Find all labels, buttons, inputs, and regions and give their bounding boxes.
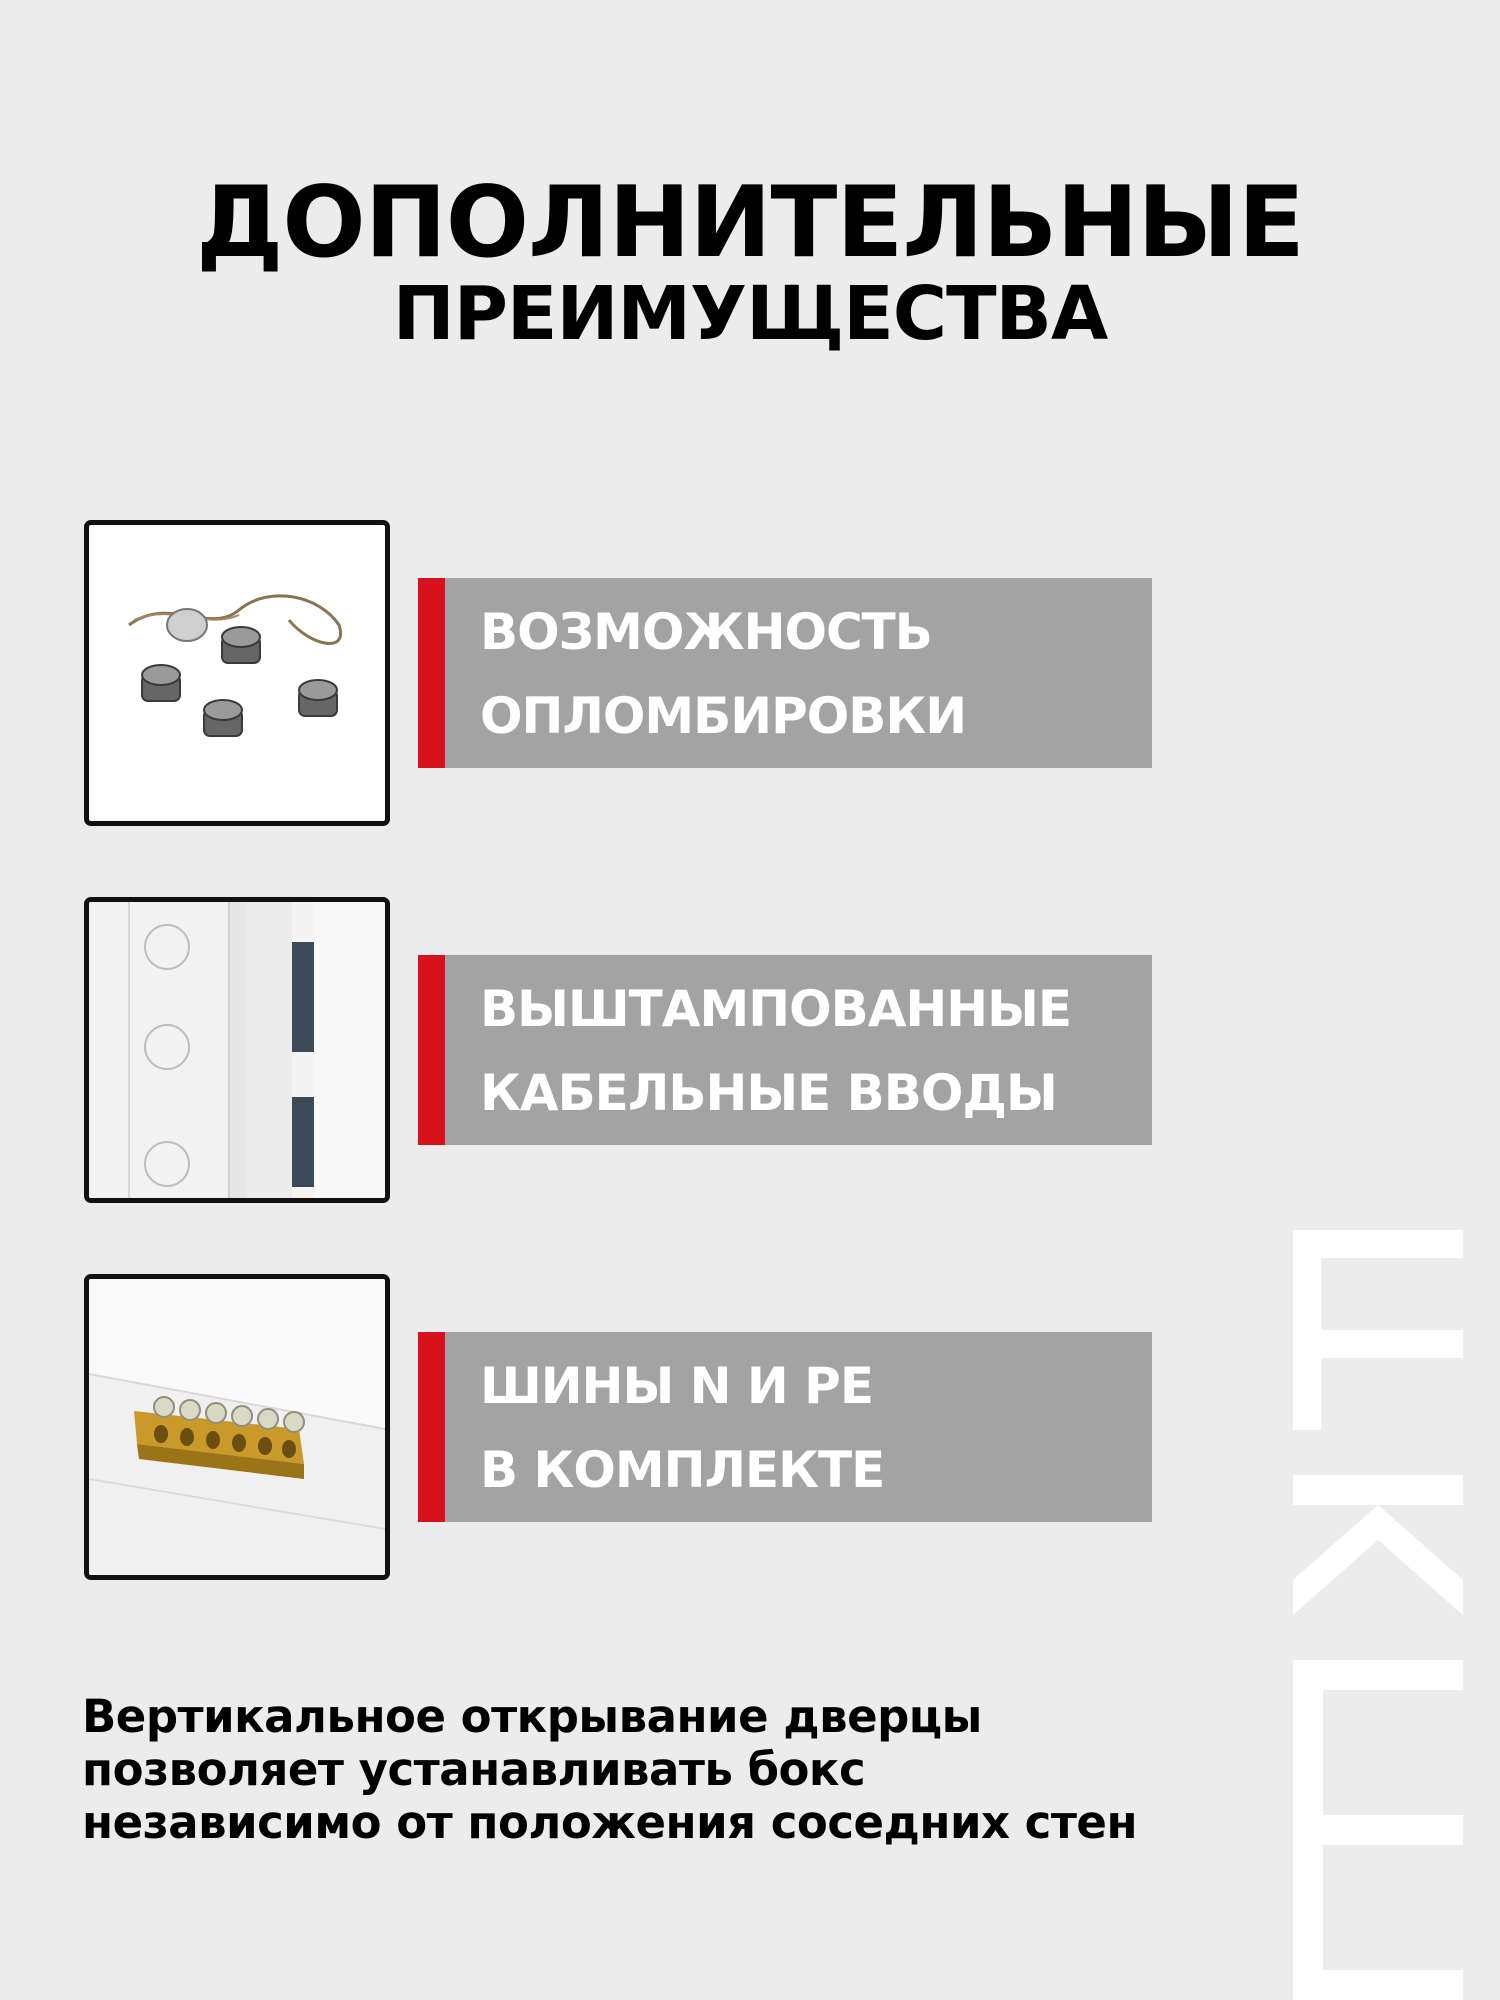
feature-banner-cable-entries [418, 955, 1152, 1145]
feature-title-line2: КАБЕЛЬНЫЕ ВВОДЫ [480, 1064, 1057, 1122]
feature-title-line1: ВОЗМОЖНОСТЬ [480, 603, 932, 661]
accent-bar [418, 1332, 445, 1522]
footer-line3: независимо от положения соседних стен [82, 1796, 1138, 1849]
page-title: ДОПОЛНИТЕЛЬНЫЕ [196, 166, 1304, 280]
feature-banner-sealing [418, 578, 1152, 768]
cable-entries-image [84, 897, 390, 1203]
feature-title-line2: ОПЛОМБИРОВКИ [480, 687, 967, 745]
busbar-image [84, 1274, 390, 1580]
footer-description [82, 1690, 1232, 1849]
footer-line1: Вертикальное открывание дверцы [82, 1690, 982, 1743]
feature-title-line1: ВЫШТАМПОВАННЫЕ [480, 980, 1072, 1038]
seal-image [84, 520, 390, 826]
accent-bar [418, 578, 445, 768]
feature-banner-busbars [418, 1332, 1152, 1522]
ekf-logo [1288, 1230, 1468, 2000]
feature-title-line1: ШИНЫ N И PE [480, 1357, 873, 1415]
footer-line2: позволяет устанавливать бокс [82, 1743, 866, 1796]
accent-bar [418, 955, 445, 1145]
page-subtitle: ПРЕИМУЩЕСТВА [392, 271, 1108, 357]
feature-title-line2: В КОМПЛЕКТЕ [480, 1441, 885, 1499]
